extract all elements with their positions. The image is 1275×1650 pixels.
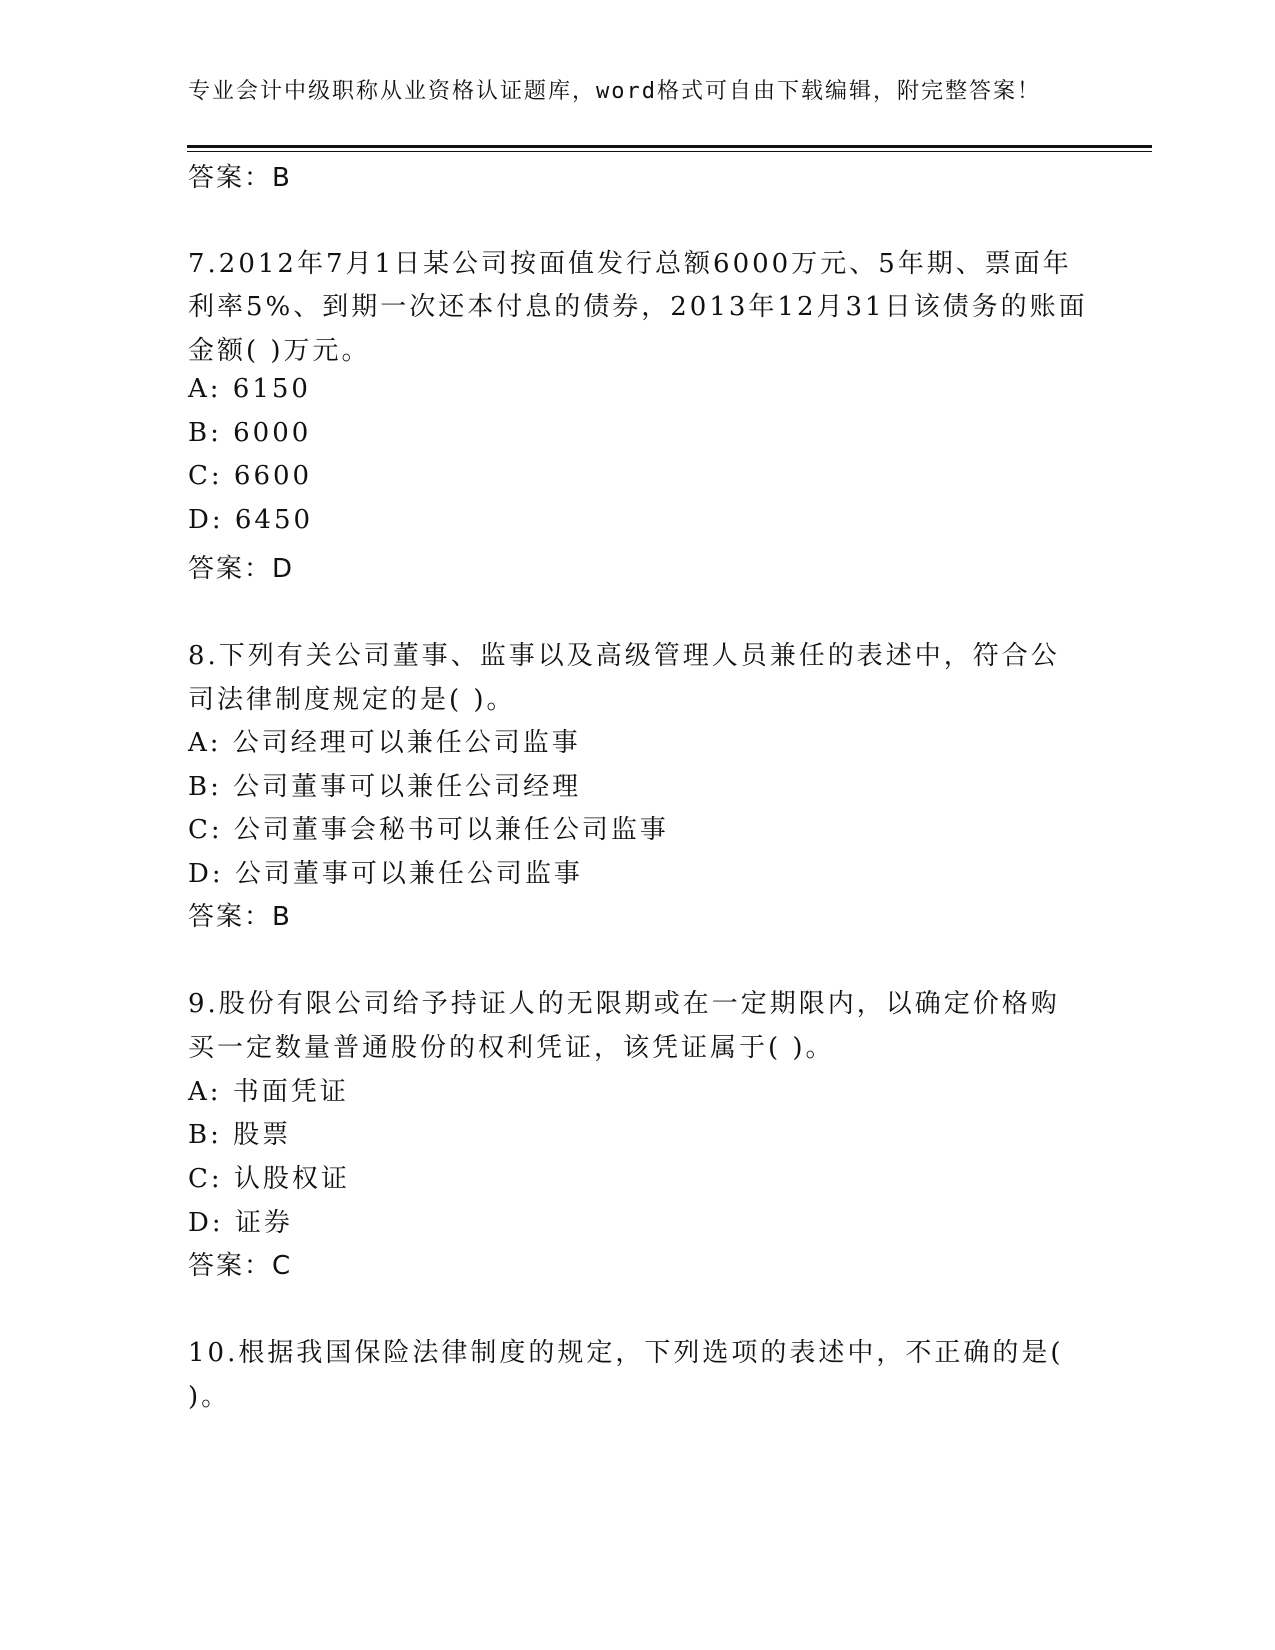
header-rule-thin [187,151,1152,152]
option-b: B: 公司董事可以兼任公司经理 [188,772,582,802]
header-rule-thick [187,145,1152,148]
option-d: D: 6450 [188,505,314,535]
option-b: B: 6000 [188,418,312,448]
answer-line: 答案：B [188,902,292,932]
option-a: A: 书面凭证 [188,1077,349,1107]
option-a: A: 公司经理可以兼任公司监事 [188,728,581,758]
option-c: C: 6600 [188,461,313,491]
question-stem-line: 利率5%、到期一次还本付息的债券，2013年12月31日该债务的账面 [188,292,1088,322]
answer-line: 答案：D [188,554,295,584]
question-stem-line: 7.2012年7月1日某公司按面值发行总额6000万元、5年期、票面年 [188,249,1072,279]
question-stem-line: 8.下列有关公司董事、监事以及高级管理人员兼任的表述中，符合公 [188,641,1060,671]
option-b: B: 股票 [188,1120,292,1150]
page-header: 专业会计中级职称从业资格认证题库，word格式可自由下载编辑，附完整答案！ [188,79,1041,104]
question-stem-line: 买一定数量普通股份的权利凭证，该凭证属于( )。 [188,1033,835,1063]
question-stem-line: 9.股份有限公司给予持证人的无限期或在一定期限内，以确定价格购 [188,989,1060,1019]
option-d: D: 证券 [188,1208,293,1238]
option-d: D: 公司董事可以兼任公司监事 [188,859,583,889]
question-stem-line: 金额( )万元。 [188,336,371,366]
question-stem-line: 10.根据我国保险法律制度的规定，下列选项的表述中，不正确的是( [188,1338,1064,1368]
answer-line: 答案：C [188,1251,293,1281]
answer-line: 答案：B [188,163,292,193]
question-stem-line: 司法律制度规定的是( )。 [188,685,516,715]
option-a: A: 6150 [188,374,311,404]
option-c: C: 公司董事会秘书可以兼任公司监事 [188,815,669,845]
question-stem-line: )。 [188,1382,231,1412]
option-c: C: 认股权证 [188,1164,350,1194]
